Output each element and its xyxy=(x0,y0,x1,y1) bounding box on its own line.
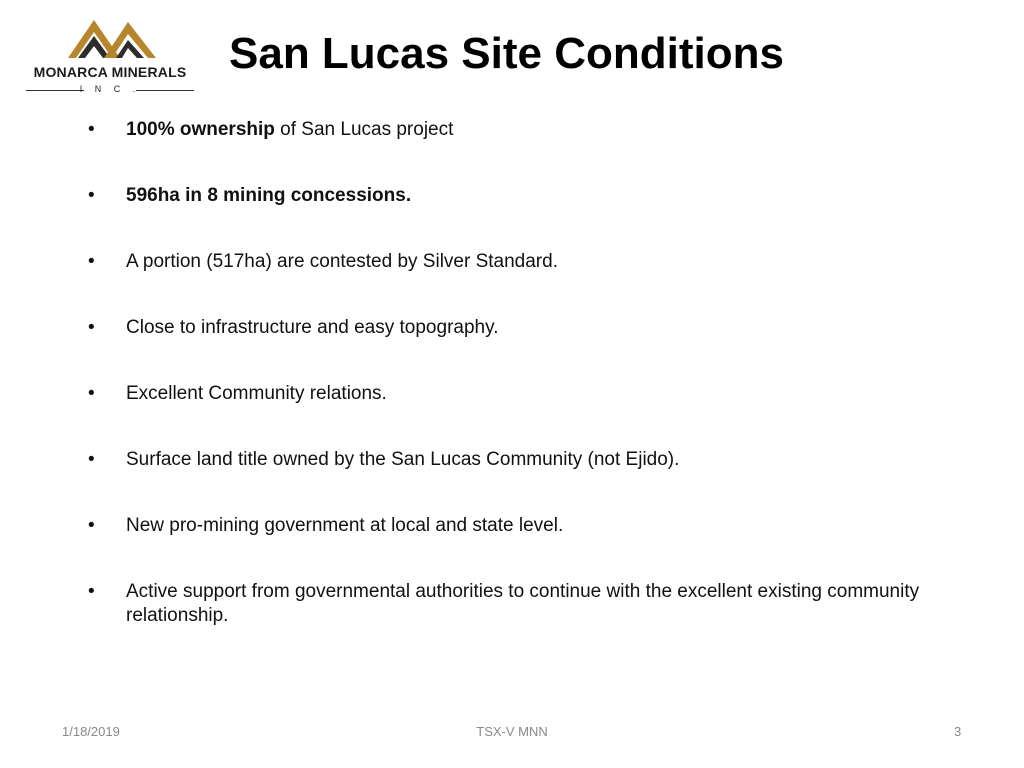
bullet-text: A portion (517ha) are contested by Silver Standard. xyxy=(126,251,558,272)
bullet-item xyxy=(88,580,948,628)
bullet-bold-text: 100% ownership xyxy=(126,119,275,140)
company-logo xyxy=(22,14,198,98)
slide-title: San Lucas Site Conditions xyxy=(229,29,784,78)
logo-subtitle xyxy=(22,84,198,96)
bullet-item xyxy=(88,250,948,274)
mountain-logo-icon xyxy=(66,14,158,60)
footer-ticker: TSX-V MNN xyxy=(476,724,548,739)
bullet-dot-icon: • xyxy=(88,581,95,602)
bullet-text: New pro-mining government at local and state level. xyxy=(126,515,564,536)
bullet-text: Close to infrastructure and easy topography. xyxy=(126,317,499,338)
bullet-list xyxy=(88,118,948,670)
bullet-item xyxy=(88,316,948,340)
bullet-item xyxy=(88,448,948,472)
bullet-item xyxy=(88,184,948,208)
bullet-text: Surface land title owned by the San Lucas Community (not Ejido). xyxy=(126,449,680,470)
bullet-bold-text: 596ha in 8 mining concessions. xyxy=(126,185,412,206)
bullet-dot-icon: • xyxy=(88,185,95,206)
bullet-dot-icon: • xyxy=(88,119,95,140)
bullet-item xyxy=(88,118,948,142)
bullet-text: of San Lucas project xyxy=(274,119,454,140)
footer-date: 1/18/2019 xyxy=(62,724,120,739)
logo-subtitle-text: I N C . xyxy=(79,84,141,94)
bullet-dot-icon: • xyxy=(88,449,95,470)
page-number: 3 xyxy=(954,724,962,739)
bullet-text: Active support from governmental authorities to continue with the excellent existing community relationship. xyxy=(126,581,920,626)
bullet-item xyxy=(88,514,948,538)
bullet-item xyxy=(88,382,948,406)
bullet-text: Excellent Community relations. xyxy=(126,383,387,404)
logo-name: MONARCA MINERALS xyxy=(33,64,187,80)
bullet-dot-icon: • xyxy=(88,383,95,404)
bullet-dot-icon: • xyxy=(88,251,95,272)
bullet-dot-icon: • xyxy=(88,317,95,338)
bullet-dot-icon: • xyxy=(88,515,95,536)
